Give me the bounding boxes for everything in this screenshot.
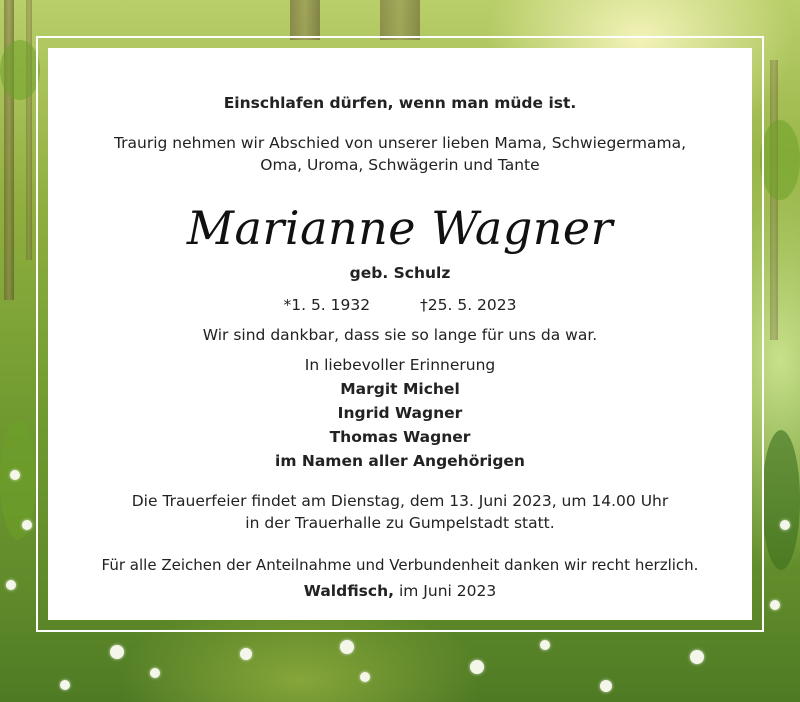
intro-line-1: Traurig nehmen wir Abschied von unserer lieben Mama, Schwiegermama, bbox=[113, 134, 687, 152]
birth-date: *1. 5. 1932 bbox=[283, 296, 371, 314]
place-date: im Juni 2023 bbox=[398, 582, 497, 600]
death-date: †25. 5. 2023 bbox=[420, 296, 517, 314]
place: Waldfisch, bbox=[303, 582, 395, 600]
motto: Einschlafen dürfen, wenn man müde ist. bbox=[223, 94, 577, 112]
mourner-2: Ingrid Wagner bbox=[337, 404, 463, 422]
life-dates bbox=[48, 294, 752, 316]
intro-line-2: Oma, Uroma, Schwägerin und Tante bbox=[260, 156, 540, 174]
mourner-4: im Namen aller Angehörigen bbox=[275, 452, 525, 470]
service-line-1: Die Trauerfeier findet am Dienstag, dem 13. Juni 2023, um 14.00 Uhr bbox=[131, 492, 669, 510]
gratitude-line: Wir sind dankbar, dass sie so lange für uns da war. bbox=[202, 326, 598, 344]
memory-line: In liebevoller Erinnerung bbox=[304, 356, 496, 374]
mourner-3: Thomas Wagner bbox=[329, 428, 471, 446]
obituary-card bbox=[48, 48, 752, 620]
thanks-line: Für alle Zeichen der Anteilnahme und Verbundenheit danken wir recht herzlich. bbox=[101, 556, 699, 574]
service-line-2: in der Trauerhalle zu Gumpelstadt statt. bbox=[245, 514, 555, 532]
mourner-1: Margit Michel bbox=[340, 380, 460, 398]
deceased-name: Marianne Wagner bbox=[186, 201, 614, 255]
birth-name: geb. Schulz bbox=[349, 264, 451, 282]
place-date-line bbox=[48, 580, 752, 602]
